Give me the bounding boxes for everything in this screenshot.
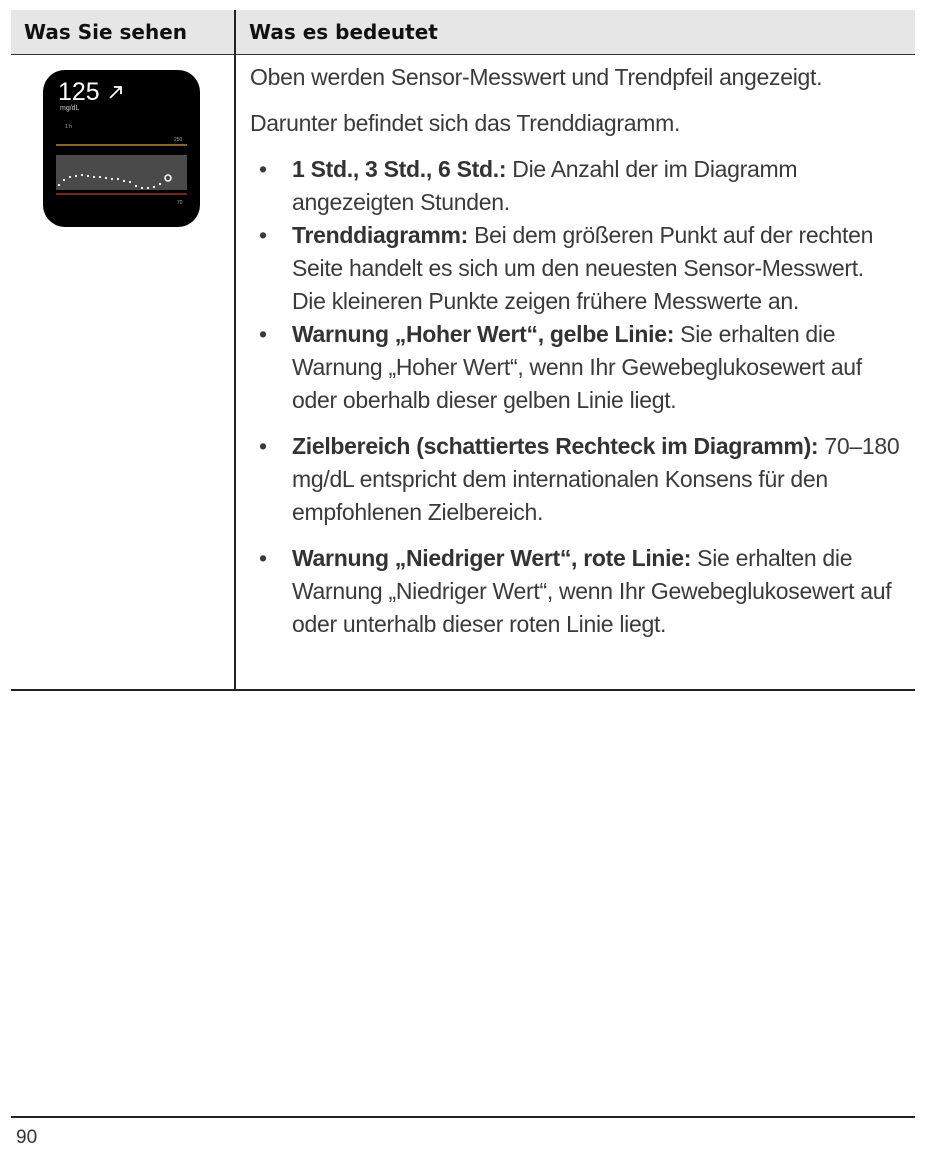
list-item: • Warnung „Niedriger Wert“, rote Linie: Sie erhalten die Warnung „Niedriger Wert“, wenn Ihr Gewebeglukosewert auf oder unterhalb dieser roten Linie liegt. <box>250 542 901 641</box>
high-threshold-label: 250 <box>174 137 183 143</box>
list-item: • Warnung „Hoher Wert“, gelbe Linie: Sie erhalten die Warnung „Hoher Wert“, wenn Ihr Gewebeglukosewert auf oder oberhalb dieser gelben Linie liegt. <box>250 318 901 417</box>
target-range-rect <box>56 155 187 190</box>
page-number: 90 <box>16 1127 38 1148</box>
trend-graph <box>43 70 200 227</box>
header-col-what-you-see: Was Sie sehen <box>11 10 236 54</box>
list-item: • Trenddiagramm: Bei dem größeren Punkt auf der rechten Seite handelt es sich um den neuesten Sensor-Messwert. Die kleineren Punkte zeigen frühere Messwerte an. <box>250 219 901 318</box>
intro-text-1: Oben werden Sensor-Messwert und Trendpfeil angezeigt. <box>250 64 823 90</box>
watch-screen <box>43 70 200 227</box>
unit-label: mg/dL <box>60 105 80 112</box>
sensor-value: 125 <box>58 78 100 106</box>
time-label: 1 h <box>65 124 72 130</box>
list-item: • Zielbereich (schattiertes Rechteck im Diagramm): 70–180 mg/dL entspricht dem internationalen Konsens für den empfohlenen Zielbereich. <box>250 430 901 529</box>
table-header <box>11 10 915 55</box>
footer-divider <box>11 1116 915 1118</box>
info-table <box>11 10 915 691</box>
description-cell <box>236 55 915 689</box>
list-item: • 1 Std., 3 Std., 6 Std.: Die Anzahl der im Diagramm angezeigten Stunden. <box>250 153 901 219</box>
low-threshold-label: 70 <box>177 200 183 206</box>
arrow-up-right-icon <box>110 87 121 98</box>
image-cell <box>11 55 236 689</box>
intro-text-2: Darunter befindet sich das Trenddiagramm. <box>250 110 681 136</box>
header-col-meaning: Was es bedeutet <box>249 20 438 44</box>
description-list <box>250 153 901 641</box>
table-row <box>11 55 915 689</box>
